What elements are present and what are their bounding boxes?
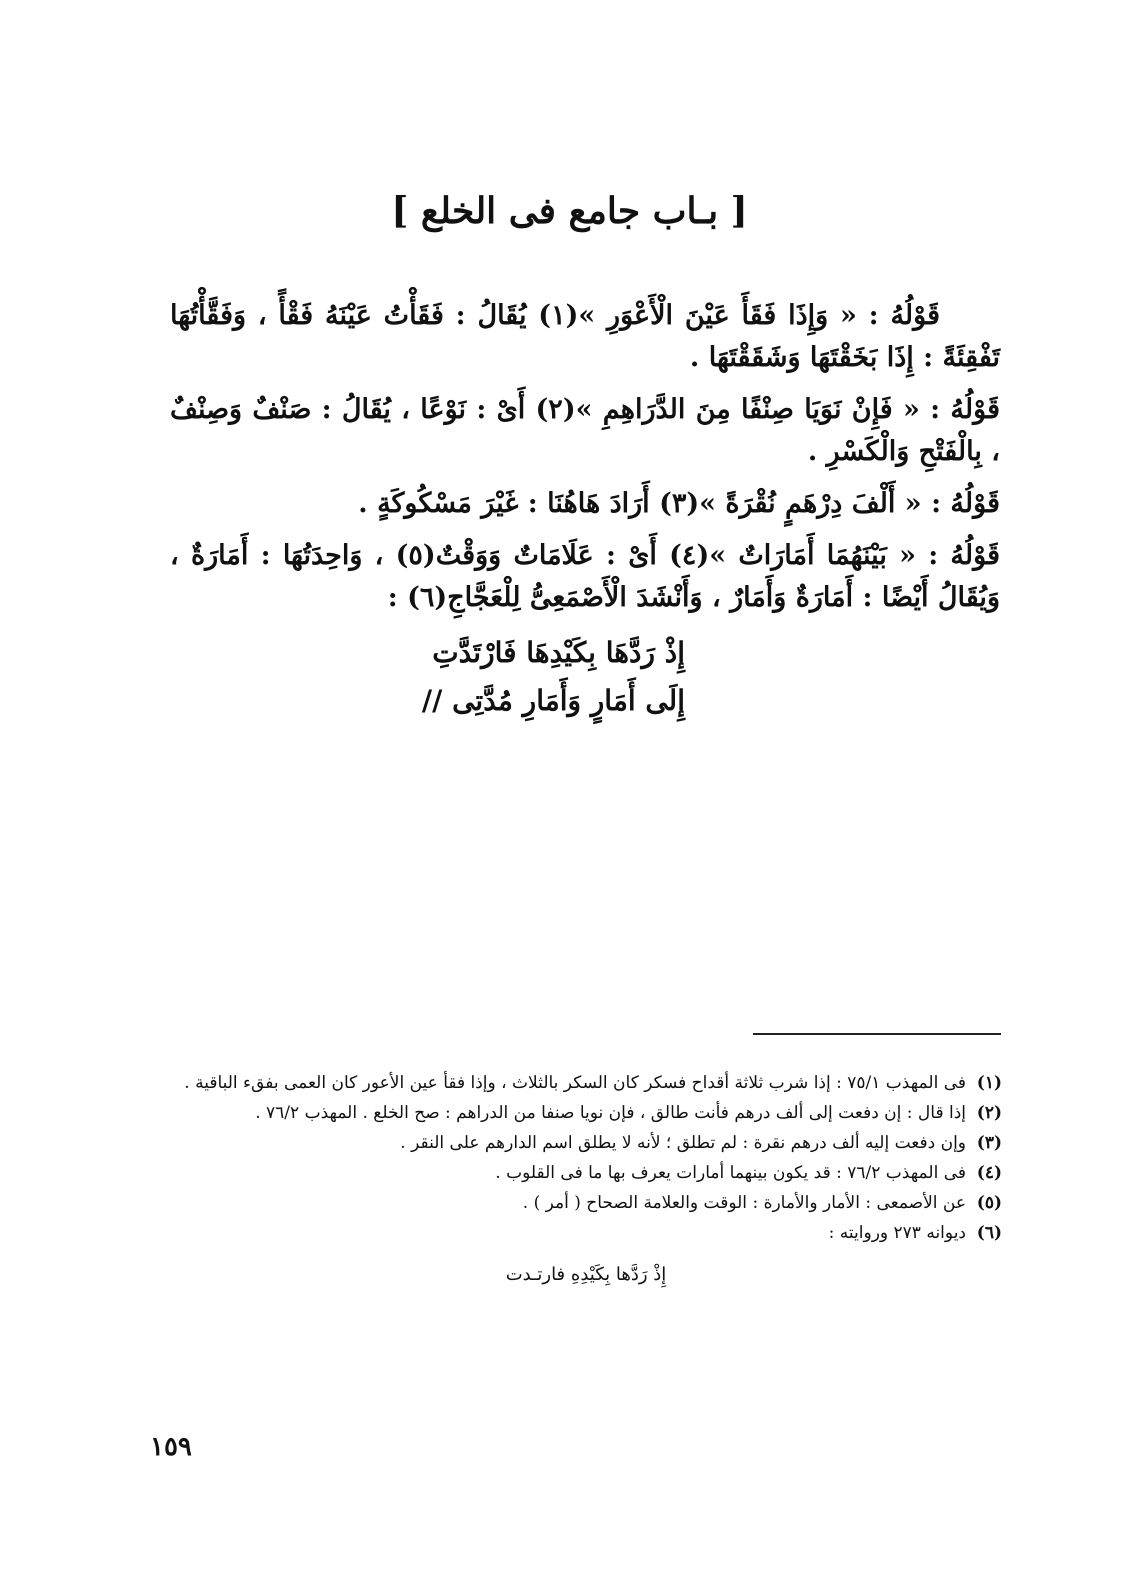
paragraph-4: قَوْلُهُ : « بَيْنَهُمَا أَمَارَاتٌ »(٤) أَىْ : عَلَامَاتٌ وَوَقْتٌ(٥) ، وَاحِدَتُهَا : أَمَارَةٌ ، وَيُقَالُ أَيْضًا : أَمَارَةٌ وَأَمَارٌ ، وَأَنْشَدَ الْأَصْمَعِىُّ لِلْعَجَّاجِ(٦) : (170, 540, 1000, 613)
footnote-text: وإن دفعت إليه ألف درهم نقرة : لم تطلق ؛ لأنه لا يطلق اسم الدارهم على النقر . (400, 1133, 966, 1153)
main-text (170, 295, 1000, 725)
paragraph-3: قَوْلُهُ : « أَلْفَ دِرْهَمٍ نُقْرَةً »(٣) أَرَادَ هَاهُنَا : غَيْرَ مَسْكُوكَةٍ . (358, 488, 1000, 519)
footnote-text: فى المهذب ٧٥/١ : إذا شرب ثلاثة أقداح فسكر كان السكر بالثلاث ، وإذا فقأ عين الأعور كان العمى بفقء الباقية . (184, 1073, 966, 1093)
chapter-title: [ بـاب جامع فى الخلع ] (391, 190, 748, 232)
verse-line-2: إِلَى أَمَارٍ وَأَمَارِ مُدَّتِى // (421, 684, 685, 717)
footnote-text: ديوانه ٢٧٣ وروايته : (828, 1223, 966, 1243)
footnote-6 (170, 1218, 1002, 1248)
footnote-number: (٥) (976, 1193, 1002, 1213)
footnote-number: (٤) (976, 1163, 1002, 1183)
footnote-2 (170, 1098, 1002, 1128)
footnote-number: (٣) (976, 1133, 1002, 1153)
verse-line-1: إِذْ رَدَّهَا بِكَيْدِهَا فَارْتَدَّتِ (432, 636, 685, 669)
footnote-4 (170, 1158, 1002, 1188)
page-number: ١٥٩ (150, 1432, 192, 1462)
footnote-number: (٦) (976, 1223, 1002, 1243)
footnote-text: فى المهذب ٧٦/٢ : قد يكون بينهما أمارات يعرف بها ما فى القلوب . (495, 1163, 966, 1183)
footnote-number: (١) (976, 1073, 1002, 1093)
footnote-separator (753, 1033, 1001, 1035)
footnote-text: عن الأصمعى : الأمار والأمارة : الوقت والعلامة الصحاح ( أمر ) . (522, 1193, 966, 1213)
footnote-1 (170, 1068, 1002, 1098)
paragraph-1: قَوْلُهُ : « وَإِذَا فَقَأَ عَيْنَ الْأَعْوَرِ »(١) يُقَالُ : فَقَأْتُ عَيْنَهُ فَقْأً ، وَفَقَّأْتُهَا تَفْقِئَةً : إِذَا بَخَقْتَهَا وَشَقَقْتَهَا . (170, 300, 1000, 373)
footnotes (170, 1068, 1002, 1290)
footnote-number: (٢) (976, 1103, 1002, 1123)
footnote-3 (170, 1128, 1002, 1158)
paragraph-2: قَوْلُهُ : « فَإِنْ نَوَيَا صِنْفًا مِنَ الدَّرَاهِمِ »(٢) أَىْ : نَوْعًا ، يُقَالُ : صَنْفٌ وَصِنْفٌ ، بِالْفَتْحِ وَالْكَسْرِ . (170, 394, 1000, 467)
footnote-5 (170, 1188, 1002, 1218)
footnote-verse: إِذْ رَدَّها بِكَيْدِهِ فارتـدت (505, 1264, 667, 1285)
footnote-text: إذا قال : إن دفعت إلى ألف درهم فأنت طالق ، فإن نويا صنفا من الدراهم : صح الخلع . المهذب ٧٦/٢ . (255, 1103, 966, 1123)
